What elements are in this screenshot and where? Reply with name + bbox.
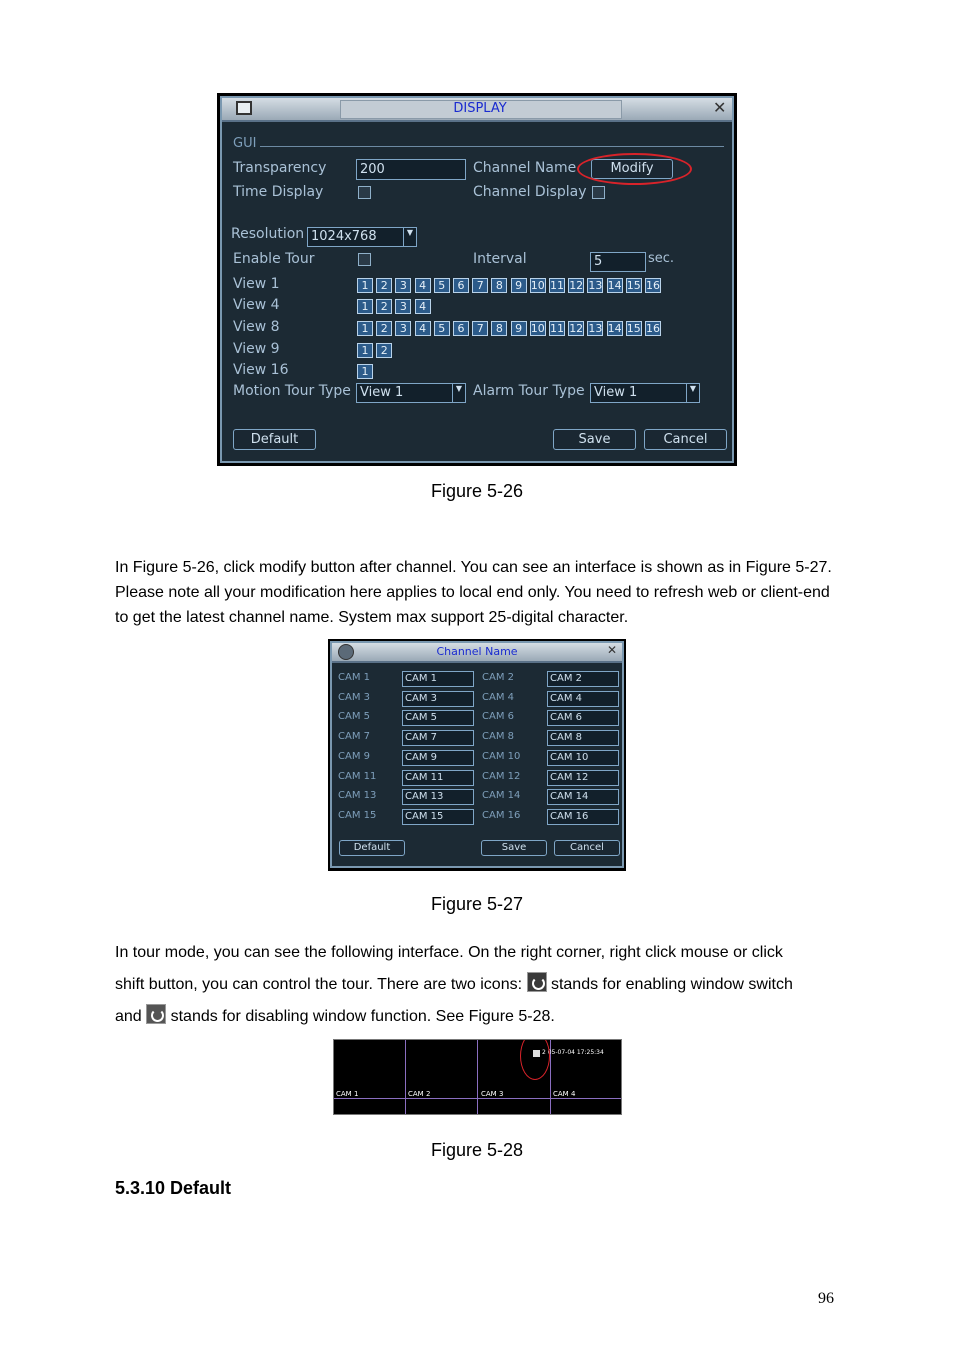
view-channel-button[interactable]: 14 <box>607 322 622 335</box>
modify-highlight-circle <box>577 153 692 185</box>
interval-unit: sec. <box>648 251 675 266</box>
cam-label: CAM 8 <box>482 731 514 743</box>
cam-label: CAM 3 <box>338 691 370 703</box>
view-channel-button[interactable]: 1 <box>357 299 373 314</box>
display-titlebar <box>222 98 732 122</box>
view-channel-button[interactable]: 11 <box>550 279 564 292</box>
view-channel-button[interactable]: 2 <box>376 321 392 336</box>
view-row-label: View 1 <box>233 276 280 292</box>
default-button[interactable]: Default <box>233 429 316 450</box>
enable-switch-icon <box>527 972 547 992</box>
settings-icon <box>338 644 354 660</box>
view-channel-button[interactable]: 6 <box>453 278 469 293</box>
view-channel-button[interactable]: 5 <box>434 278 450 293</box>
view-channel-button[interactable]: 11 <box>550 322 564 335</box>
view-channel-button[interactable]: 2 <box>376 299 392 314</box>
channel-display-label: Channel Display <box>473 184 587 200</box>
view-channel-button[interactable]: 16 <box>646 322 660 335</box>
time-display-label: Time Display <box>233 184 324 200</box>
view-channel-button[interactable]: 4 <box>415 321 431 336</box>
view-channel-button[interactable]: 4 <box>415 299 431 314</box>
camera-label: CAM 3 <box>481 1090 504 1098</box>
cam-name-field[interactable]: CAM 2 <box>547 671 619 687</box>
cam-label: CAM 1 <box>338 672 370 683</box>
modify-button[interactable]: Modify <box>591 159 673 179</box>
enable-tour-checkbox[interactable] <box>358 253 371 266</box>
channel-name-label: Channel Name <box>473 160 577 176</box>
cam-label: CAM 15 <box>338 809 377 821</box>
view-channel-button[interactable]: 9 <box>511 278 527 293</box>
view-channel-button[interactable]: 2 <box>376 278 392 293</box>
tour-line-3b: stands for disabling window function. See Figure 5-28. <box>170 1008 555 1025</box>
cam-name-field[interactable]: CAM 15 <box>402 809 474 825</box>
tour-line-2b: stands for enabling window switch <box>550 976 793 993</box>
camera-label: CAM 2 <box>408 1090 431 1098</box>
cam-name-field[interactable]: CAM 12 <box>547 770 619 786</box>
display-dialog <box>220 96 734 463</box>
view-channel-button[interactable]: 7 <box>472 321 488 336</box>
tour-line-2 <box>115 969 845 1001</box>
view-channel-button[interactable]: 8 <box>491 321 507 336</box>
tour-view-figure <box>333 1039 622 1115</box>
figure-caption-26: Figure 5-26 <box>430 481 524 501</box>
interval-label: Interval <box>473 251 527 267</box>
cam-label: CAM 9 <box>338 750 370 762</box>
resolution-label: Resolution <box>231 226 305 242</box>
channel-name-titlebar <box>332 643 622 663</box>
save-button[interactable]: Save <box>553 429 636 450</box>
view-channel-button[interactable]: 4 <box>415 278 431 293</box>
window-icon <box>236 101 252 115</box>
alarm-tour-select[interactable] <box>590 383 700 403</box>
camera-label: CAM 4 <box>553 1090 576 1098</box>
disable-switch-icon <box>146 1004 166 1024</box>
cam-name-field[interactable]: CAM 1 <box>402 671 474 687</box>
tour-line-2a: shift button, you can control the tour. There are two icons: <box>115 976 523 993</box>
cam-label: CAM 6 <box>482 711 514 723</box>
view-channel-button[interactable]: 15 <box>626 322 641 335</box>
transparency-field[interactable]: 200 <box>356 159 466 180</box>
motion-tour-select[interactable] <box>356 383 466 403</box>
view-channel-button[interactable]: 1 <box>357 343 373 358</box>
view-row-label: View 8 <box>233 319 280 335</box>
gui-section-label: GUI <box>233 136 257 151</box>
view-channel-button[interactable]: 1 <box>357 364 373 379</box>
close-icon[interactable]: ✕ <box>713 100 727 117</box>
enable-tour-label: Enable Tour <box>233 251 315 267</box>
cam-name-field[interactable]: CAM 13 <box>402 789 474 805</box>
time-display-checkbox[interactable] <box>358 186 371 199</box>
save-button[interactable]: Save <box>481 840 547 856</box>
view-channel-button[interactable]: 12 <box>569 279 584 292</box>
cam-label: CAM 2 <box>482 672 514 683</box>
alarm-tour-value: View 1 <box>594 385 638 400</box>
cam-name-field[interactable]: CAM 11 <box>402 770 474 786</box>
view-channel-button[interactable]: 8 <box>491 278 507 293</box>
view-channel-button[interactable]: 5 <box>434 321 450 336</box>
chevron-down-icon: ▼ <box>686 384 699 402</box>
view-channel-button[interactable]: 12 <box>569 322 584 335</box>
paragraph-tour <box>115 937 845 1033</box>
channel-display-checkbox[interactable] <box>592 186 605 199</box>
camera-label: CAM 1 <box>336 1090 359 1098</box>
view-row-label: View 9 <box>233 341 280 357</box>
gui-divider <box>260 146 724 147</box>
view-channel-button[interactable]: 10 <box>530 279 545 292</box>
figure-caption-28: Figure 5-28 <box>430 1140 524 1160</box>
cam-name-field[interactable]: CAM 4 <box>547 691 619 707</box>
paragraph-modify: In Figure 5-26, click modify button after channel. You can see an interface is shown as in Figure 5-27. Please note all your modification here applies to local end only. You need to refresh web or client-end to get the latest channel name. System max support 25-digital character. <box>115 559 832 626</box>
channel-name-title: Channel Name <box>436 645 518 658</box>
cam-name-field[interactable]: CAM 7 <box>402 730 474 746</box>
view-channel-button[interactable]: 1 <box>357 278 373 293</box>
cam-name-field[interactable]: CAM 14 <box>547 789 619 805</box>
motion-tour-label: Motion Tour Type <box>233 383 351 399</box>
camera-tile <box>334 1040 406 1115</box>
cam-name-field[interactable]: CAM 16 <box>547 809 619 825</box>
cam-name-field[interactable]: CAM 6 <box>547 710 619 726</box>
view-channel-button[interactable]: 1 <box>357 321 373 336</box>
view-channel-button[interactable]: 13 <box>588 279 603 292</box>
section-heading: 5.3.10 Default <box>115 1178 232 1198</box>
chevron-down-icon: ▼ <box>452 384 465 402</box>
cam-name-field[interactable]: CAM 10 <box>547 750 619 766</box>
view-channel-button[interactable]: 6 <box>453 321 469 336</box>
chevron-down-icon: ▼ <box>403 228 416 246</box>
cam-label: CAM 4 <box>482 691 514 703</box>
view-row-label: View 4 <box>233 297 280 313</box>
cam-label: CAM 14 <box>482 790 521 802</box>
cam-label: CAM 13 <box>338 790 377 802</box>
view-channel-button[interactable]: 13 <box>588 322 603 335</box>
cam-name-field[interactable]: CAM 9 <box>402 750 474 766</box>
tour-line-3a: and <box>115 1008 142 1025</box>
cam-label: CAM 12 <box>482 770 521 782</box>
cam-name-field[interactable]: CAM 5 <box>402 710 474 726</box>
cam-label: CAM 11 <box>338 770 377 782</box>
cam-label: CAM 7 <box>338 731 370 743</box>
display-title: DISPLAY <box>453 101 507 116</box>
resolution-select[interactable] <box>307 227 417 247</box>
figure-caption-27: Figure 5-27 <box>430 894 524 914</box>
view-channel-button[interactable]: 3 <box>395 299 411 314</box>
display-dialog-figure <box>217 93 737 466</box>
cam-label: CAM 10 <box>482 750 521 762</box>
tour-line-3 <box>115 1001 845 1033</box>
view-channel-button[interactable]: 10 <box>530 322 545 335</box>
view-channel-button[interactable]: 7 <box>472 278 488 293</box>
view-channel-button[interactable]: 14 <box>607 279 622 292</box>
cam-name-field[interactable]: CAM 3 <box>402 691 474 707</box>
motion-tour-value: View 1 <box>360 385 404 400</box>
alarm-tour-label: Alarm Tour Type <box>473 383 585 399</box>
interval-field[interactable]: 5 <box>590 252 646 272</box>
close-icon[interactable]: ✕ <box>607 643 618 657</box>
resolution-value: 1024x768 <box>311 229 377 244</box>
tile-divider-horizontal <box>334 1098 622 1099</box>
cam-name-field[interactable]: CAM 8 <box>547 730 619 746</box>
channel-name-dialog-figure <box>328 639 626 871</box>
view-channel-button[interactable]: 9 <box>511 321 527 336</box>
cancel-button[interactable]: Cancel <box>554 840 620 856</box>
view-channel-button[interactable]: 15 <box>626 279 641 292</box>
view-channel-button[interactable]: 2 <box>376 343 392 358</box>
tour-line-1: In tour mode, you can see the following interface. On the right corner, right click mouse or click <box>115 944 783 961</box>
transparency-label: Transparency <box>233 160 327 176</box>
cam-label: CAM 16 <box>482 809 521 821</box>
view-row-label: View 16 <box>233 362 289 378</box>
camera-tile <box>406 1040 478 1115</box>
view-channel-button[interactable]: 3 <box>395 321 411 336</box>
view-channel-button[interactable]: 16 <box>646 279 660 292</box>
page-number: 96 <box>818 1290 834 1307</box>
timestamp: 2 05-07-04 17:25:34 <box>542 1049 604 1056</box>
view-channel-button[interactable]: 3 <box>395 278 411 293</box>
cam-label: CAM 5 <box>338 711 370 723</box>
default-button[interactable]: Default <box>339 840 405 856</box>
channel-name-dialog <box>330 641 624 868</box>
cancel-button[interactable]: Cancel <box>644 429 727 450</box>
